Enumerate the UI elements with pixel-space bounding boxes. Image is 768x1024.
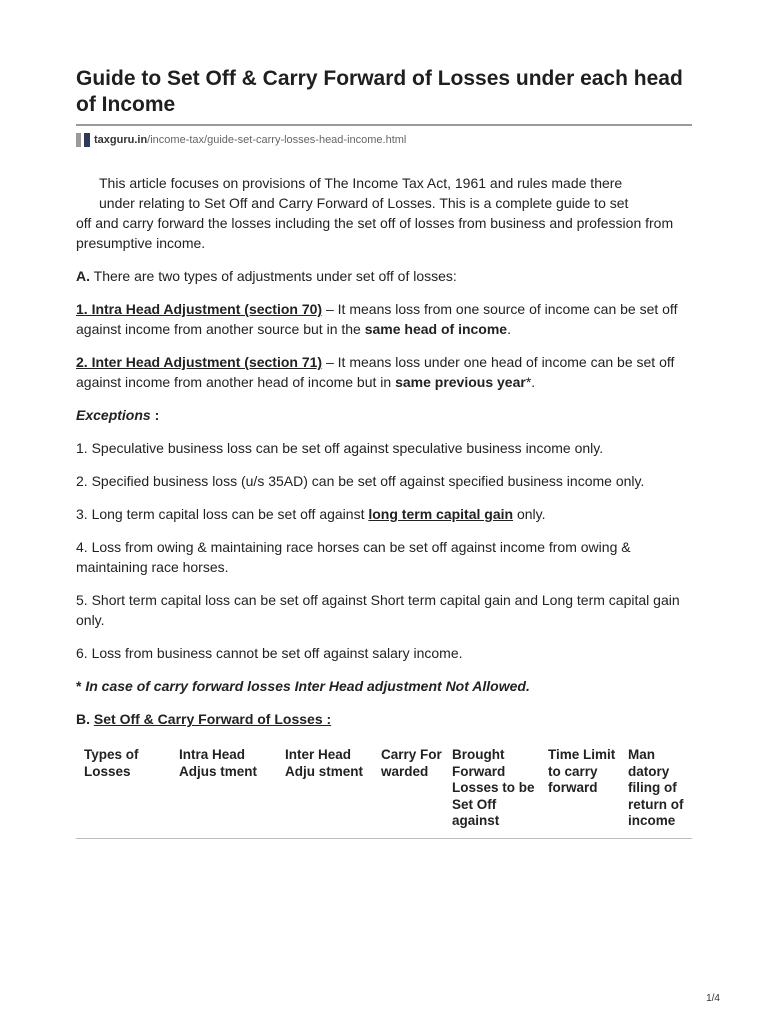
- note-text: In case of carry forward losses Inter Head adjustment Not Allowed.: [81, 678, 530, 694]
- exceptions-heading: [76, 405, 692, 425]
- inter-head-text: – It means loss under one head of income can be set off against income from another head of income but in: [76, 354, 675, 390]
- intro-paragraph: [76, 173, 692, 253]
- intra-head-end: .: [507, 321, 511, 337]
- inter-head-heading: 2. Inter Head Adjustment (section 71): [76, 354, 323, 370]
- exception-3: [76, 504, 692, 524]
- url-marker-accent-icon: [84, 133, 90, 147]
- url-path[interactable]: /income-tax/guide-set-carry-losses-head-income.html: [147, 134, 407, 146]
- header-carry-forwarded: Carry For warded: [381, 747, 442, 779]
- section-a: [76, 266, 692, 286]
- section-b: [76, 709, 692, 729]
- exception-3-text: 3. Long term capital loss can be set off against: [76, 506, 369, 522]
- page-title: Guide to Set Off & Carry Forward of Losses under each head of Income: [76, 67, 683, 116]
- section-a-marker: A.: [76, 268, 90, 284]
- inter-head-paragraph: [76, 352, 692, 392]
- header-time-limit: Time Limit to carry forward: [548, 747, 616, 795]
- header-intra-head-adjustment: Intra Head Adjus tment: [179, 747, 258, 779]
- section-b-heading: Set Off & Carry Forward of Losses :: [93, 711, 332, 727]
- exception-3-end: only.: [513, 506, 546, 522]
- url-domain[interactable]: taxguru.in: [94, 134, 148, 146]
- page-number: 1/4: [706, 993, 720, 1004]
- header-types-of-losses: Types of Losses: [84, 747, 139, 779]
- intro-line-1: This article focuses on provisions of The Income Tax Act, 1961 and rules made there: [99, 175, 623, 191]
- source-url[interactable]: [76, 133, 692, 147]
- section-b-marker: B.: [76, 711, 90, 727]
- url-marker-icon: [76, 133, 81, 147]
- header-mandatory-filing: Man datory filing of return of income: [628, 747, 684, 828]
- intra-head-heading: 1. Intra Head Adjustment (section 70): [76, 301, 323, 317]
- losses-table-header: [76, 747, 692, 839]
- note-asterisk: *: [76, 678, 82, 694]
- exceptions-colon: :: [150, 407, 160, 423]
- intra-head-text: – It means loss from one source of income can be set off against income from another source but in the: [76, 301, 678, 337]
- exception-5: 5. Short term capital loss can be set off against Short term capital gain and Long term capital gain only.: [76, 592, 680, 628]
- carry-forward-note: [76, 676, 692, 696]
- inter-head-end: *.: [525, 374, 536, 390]
- long-term-capital-gain-link[interactable]: long term capital gain: [368, 506, 514, 522]
- intro-rest: off and carry forward the losses including the set off of losses from business and profession from presumptive income.: [76, 215, 674, 251]
- document-page: [76, 0, 692, 839]
- exception-2: 2. Specified business loss (u/s 35AD) can be set off against specified business income only.: [76, 473, 645, 489]
- section-a-text: There are two types of adjustments under set off of losses:: [90, 268, 457, 284]
- header-brought-forward-losses: Brought Forward Losses to be Set Off against: [452, 747, 535, 828]
- exception-1: 1. Speculative business loss can be set off against speculative business income only.: [76, 440, 604, 456]
- exceptions-label: Exceptions: [76, 407, 151, 423]
- intra-head-emphasis: same head of income: [364, 321, 508, 337]
- header-inter-head-adjustment: Inter Head Adju stment: [285, 747, 364, 779]
- exception-6: 6. Loss from business cannot be set off against salary income.: [76, 645, 463, 661]
- title-divider: [76, 124, 692, 126]
- exception-4: 4. Loss from owing & maintaining race horses can be set off against income from owing & maintaining race horses.: [76, 539, 631, 575]
- intro-line-2: under relating to Set Off and Carry Forward of Losses. This is a complete guide to set: [99, 195, 629, 211]
- intra-head-paragraph: [76, 299, 692, 339]
- inter-head-emphasis: same previous year: [395, 374, 526, 390]
